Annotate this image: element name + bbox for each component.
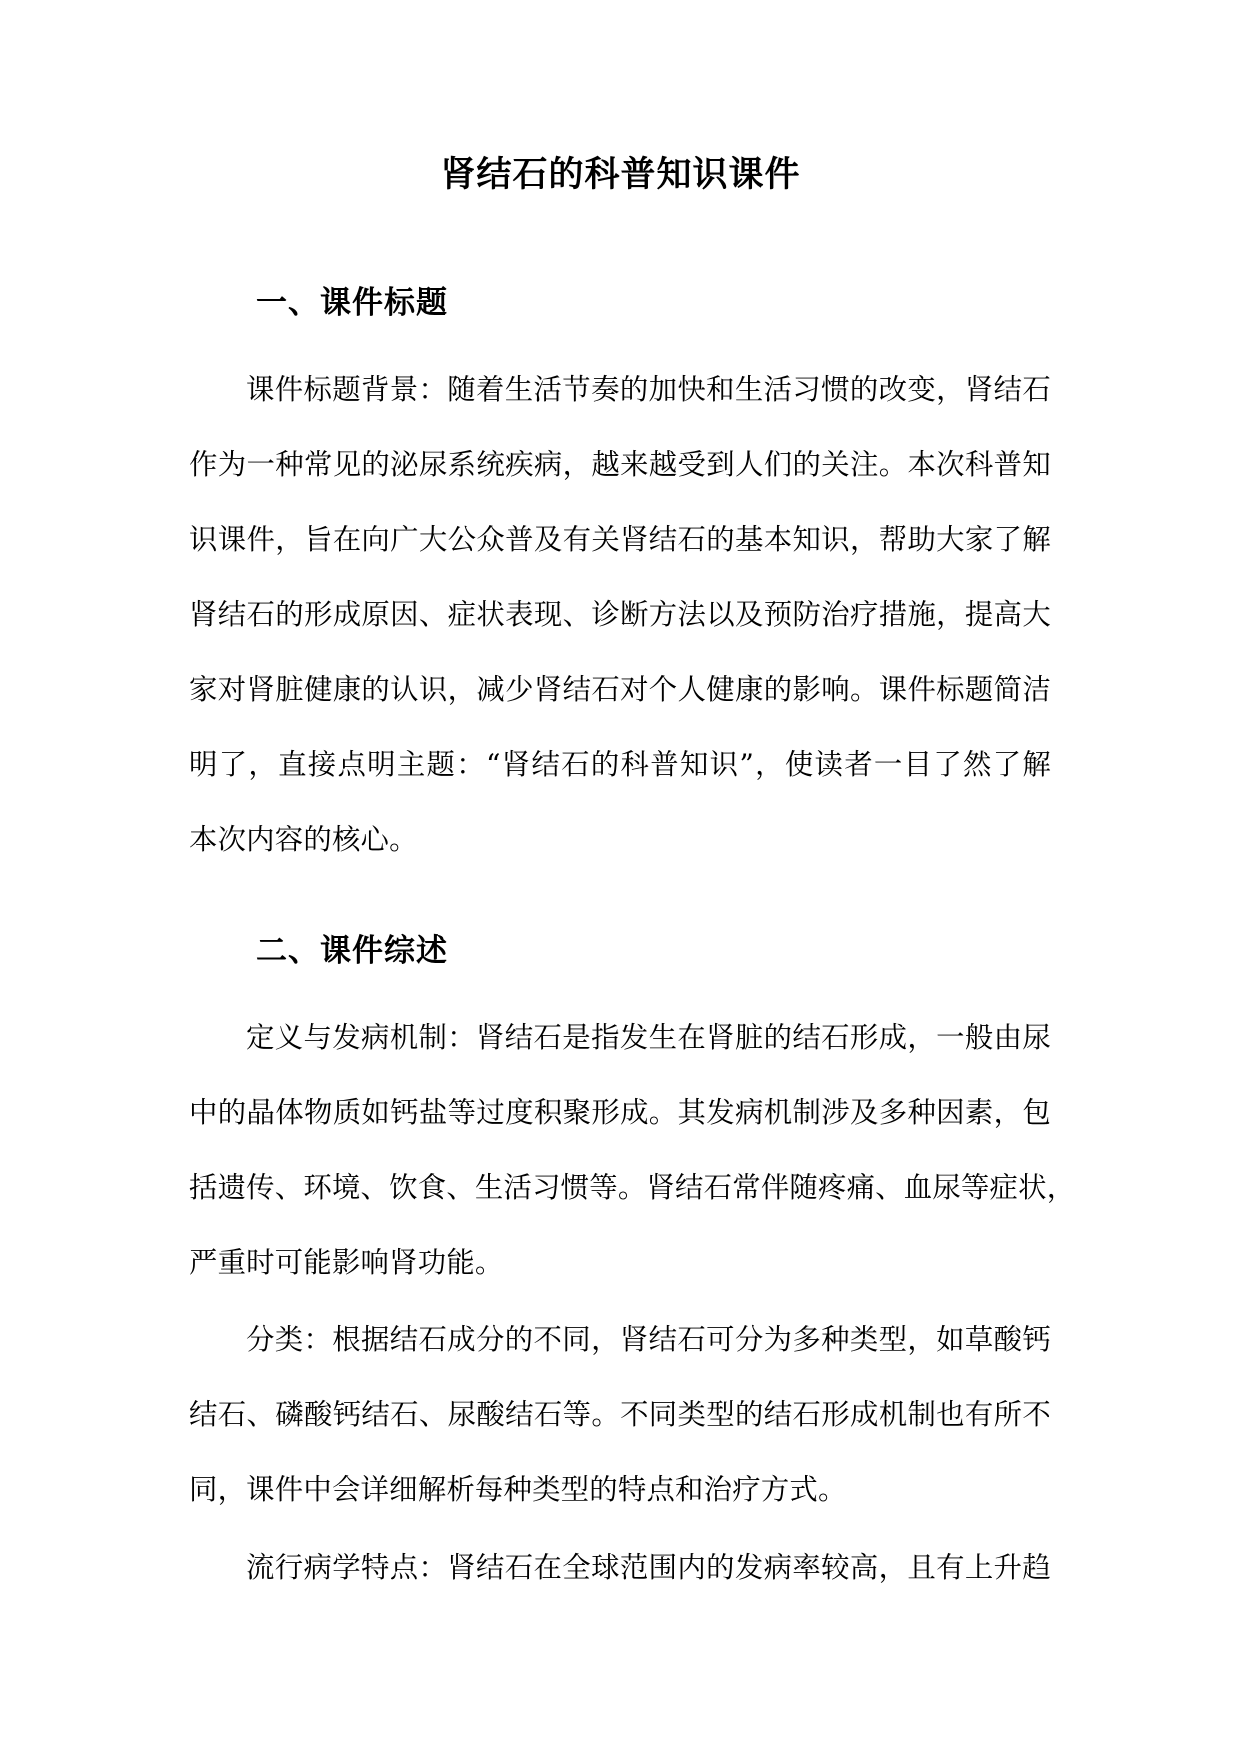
paragraph-line: 明了，直接点明主题：“肾结石的科普知识”，使读者一目了然了解	[189, 748, 1051, 781]
section-2-paragraph-3	[189, 1530, 1051, 1605]
section-heading-1: 一、课件标题	[256, 285, 448, 321]
paragraph-line: 流行病学特点：肾结石在全球范围内的发病率较高，且有上升趋	[246, 1551, 1051, 1584]
paragraph-line: 中的晶体物质如钙盐等过度积聚形成。其发病机制涉及多种因素，包	[189, 1096, 1051, 1129]
paragraph-line: 作为一种常见的泌尿系统疾病，越来越受到人们的关注。本次科普知	[189, 448, 1051, 481]
paragraph-line: 肾结石的形成原因、症状表现、诊断方法以及预防治疗措施，提高大	[189, 598, 1051, 631]
paragraph-line: 定义与发病机制：肾结石是指发生在肾脏的结石形成，一般由尿	[246, 1021, 1051, 1054]
document-title: 肾结石的科普知识课件	[440, 154, 801, 195]
paragraph-line: 结石、磷酸钙结石、尿酸结石等。不同类型的结石形成机制也有所不	[189, 1398, 1051, 1431]
paragraph-line: 本次内容的核心。	[189, 823, 418, 856]
section-2-paragraph-1	[189, 1000, 1076, 1300]
paragraph-line: 分类：根据结石成分的不同，肾结石可分为多种类型，如草酸钙	[246, 1323, 1051, 1356]
section-2-paragraph-2	[189, 1302, 1051, 1527]
paragraph-line: 严重时可能影响肾功能。	[189, 1246, 504, 1279]
paragraph-line: 家对肾脏健康的认识，减少肾结石对个人健康的影响。课件标题简洁	[189, 673, 1051, 706]
section-heading-2: 二、课件综述	[256, 933, 448, 969]
paragraph-line: 括遗传、环境、饮食、生活习惯等。肾结石常伴随疼痛、血尿等症状，	[189, 1171, 1076, 1204]
paragraph-line: 课件标题背景：随着生活节奏的加快和生活习惯的改变，肾结石	[246, 373, 1051, 406]
section-1-paragraph-1	[189, 352, 1051, 877]
paragraph-line: 识课件，旨在向广大公众普及有关肾结石的基本知识，帮助大家了解	[189, 523, 1051, 556]
paragraph-line: 同，课件中会详细解析每种类型的特点和治疗方式。	[189, 1473, 847, 1506]
